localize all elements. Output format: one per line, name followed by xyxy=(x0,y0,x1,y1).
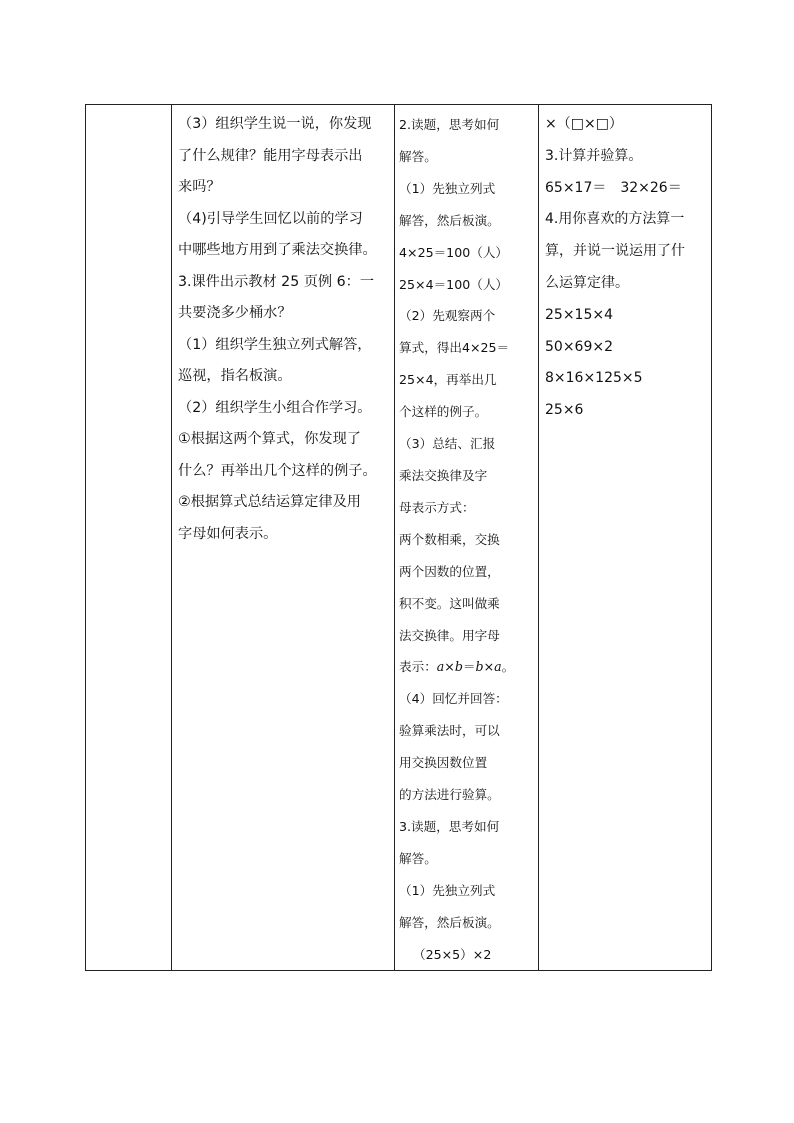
student-line: 3.读题，思考如何 xyxy=(399,818,500,834)
student-line: 的方法进行验算。 xyxy=(399,787,500,803)
student-line: （1）先独立列式 xyxy=(399,180,496,196)
teacher-line: ①根据这两个算式，你发现了 xyxy=(178,431,361,447)
student-line: （25×5）×2 xyxy=(413,946,492,962)
teacher-line: 什么？再举出几个这样的例子。 xyxy=(178,462,377,479)
exercise-line: 65×17＝ 32×26＝ xyxy=(545,179,682,196)
student-activity-cell xyxy=(395,105,539,971)
student-line: 个这样的例子。 xyxy=(399,404,488,420)
variable-a: a xyxy=(494,659,502,675)
times-sign: × xyxy=(444,659,455,675)
student-line: （1）先独立列式 xyxy=(399,882,496,898)
student-line: 验算乘法时，可以 xyxy=(399,723,500,739)
teacher-line: 字母如何表示。 xyxy=(178,525,278,542)
teacher-line: 来吗？ xyxy=(178,179,221,195)
student-line: 25×4，再举出几 xyxy=(399,372,497,388)
teacher-line: （1）组织学生独立列式解答， xyxy=(178,336,372,353)
student-line: 乘法交换律及字 xyxy=(399,467,488,483)
times-sign: × xyxy=(483,659,495,675)
variable-a: a xyxy=(436,659,445,675)
student-line: 4×25＝100（人） xyxy=(399,244,509,260)
exercise-line: 么运算定律。 xyxy=(545,274,629,291)
teacher-line: ②根据算式总结运算定律及用 xyxy=(178,494,361,510)
teacher-line: 3.课件出示教材 25 页例 6：一 xyxy=(178,273,375,290)
teacher-line: （3）组织学生说一说，你发现 xyxy=(178,116,372,132)
student-line: 解答。 xyxy=(399,850,437,866)
formula-prefix: 表示： xyxy=(399,659,437,675)
student-line: 解答。 xyxy=(399,148,437,164)
teacher-line: 中哪些地方用到了乘法交换律。 xyxy=(178,242,377,258)
exercise-line: 25×6 xyxy=(545,402,584,419)
student-line: （2）先观察两个 xyxy=(399,308,496,324)
student-line: 2.读题，思考如何 xyxy=(399,117,500,132)
exercise-line: 50×69×2 xyxy=(545,338,613,355)
student-line: 两个数相乘，交换 xyxy=(399,531,500,547)
table-row xyxy=(86,105,712,971)
student-line: 解答，然后板演。 xyxy=(399,914,500,930)
teacher-activity-cell xyxy=(172,105,395,971)
teacher-line: 了什么规律？能用字母表示出 xyxy=(178,147,363,164)
period: 。 xyxy=(501,659,515,675)
student-line: 解答，然后板演。 xyxy=(399,212,500,228)
student-line: 算式，得出4×25＝ xyxy=(399,340,510,356)
exercise-cell xyxy=(539,105,712,971)
student-line: 积不变。这叫做乘 xyxy=(399,595,500,611)
empty-cell xyxy=(86,105,172,971)
student-line: （3）总结、汇报 xyxy=(399,436,496,452)
student-line: 25×4＝100（人） xyxy=(399,276,509,292)
exercise-line: 25×15×4 xyxy=(545,306,613,323)
exercise-line: 算，并说一说运用了什 xyxy=(545,243,685,260)
teacher-line: 共要浇多少桶水？ xyxy=(178,305,292,321)
student-line: 两个因数的位置， xyxy=(399,563,500,579)
exercise-line: 4.用你喜欢的方法算一 xyxy=(545,211,685,228)
teacher-line: （4)引导学生回忆以前的学习 xyxy=(178,210,363,227)
teacher-line: （2）组织学生小组合作学习。 xyxy=(178,399,372,416)
student-line: 母表示方式： xyxy=(399,499,475,515)
variable-b: b xyxy=(454,659,463,675)
exercise-line: ×（□×□） xyxy=(545,116,623,132)
equals-sign: ＝ xyxy=(462,659,476,675)
teacher-line: 巡视，指名板演。 xyxy=(178,368,292,384)
lesson-plan-table xyxy=(85,104,712,971)
student-line: 用交换因数位置 xyxy=(399,755,488,771)
exercise-line: 3.计算并验算。 xyxy=(545,147,643,164)
variable-b: b xyxy=(475,659,484,675)
exercise-line: 8×16×125×5 xyxy=(545,370,643,387)
student-line: （4）回忆并回答： xyxy=(399,691,508,707)
student-line: 法交换律。用字母 xyxy=(399,627,500,643)
commutative-law-formula xyxy=(399,651,536,683)
